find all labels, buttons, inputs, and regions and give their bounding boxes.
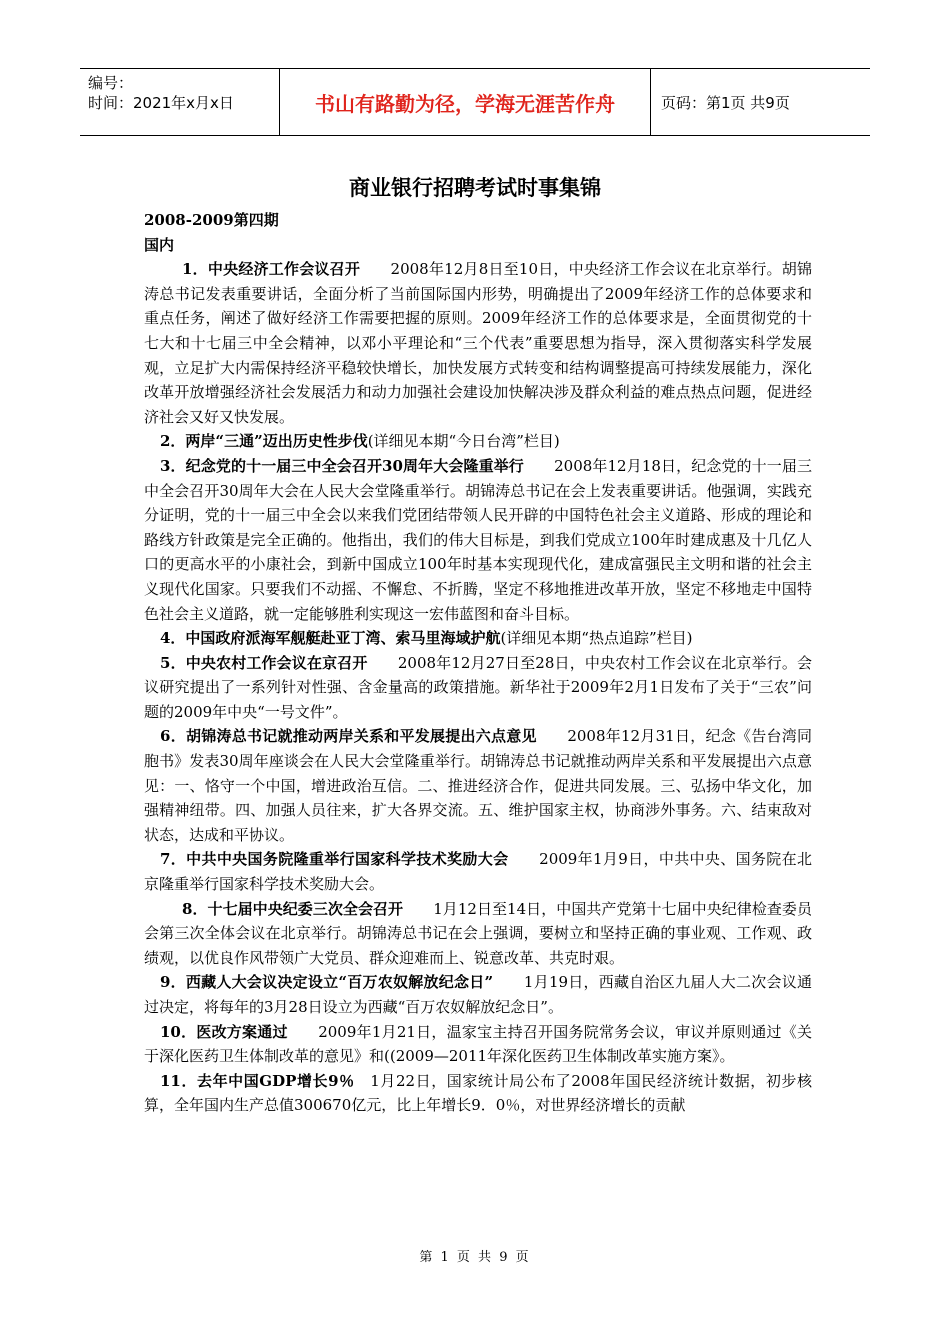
news-item-head: 5．中央农村工作会议在京召开	[160, 653, 368, 672]
news-item	[144, 429, 812, 454]
news-item-head: 6．胡锦涛总书记就推动两岸关系和平发展提出六点意见	[160, 727, 537, 746]
header-page-info: 页码：第1页 共9页	[661, 93, 790, 112]
page-footer: 第 1 页 共 9 页	[419, 1250, 531, 1265]
news-item	[144, 724, 812, 847]
news-item	[144, 970, 812, 1019]
news-item	[144, 651, 812, 725]
document-body	[144, 208, 812, 1118]
news-item	[144, 897, 812, 971]
news-item-body: (详细见本期“热点追踪”栏目)	[500, 629, 693, 648]
news-item	[144, 626, 812, 651]
news-item-body: 1月22日，国家统计局公布了2008年国民经济统计数据，初步核算，全年国内生产总值300670亿元，比上年增长9．0％，对世界经济增长的贡献	[144, 1071, 812, 1115]
news-item-body: 2009年1月21日，温家宝主持召开国务院常务会议，审议并原则通过《关于深化医药卫生体制改革的意见》和((2009—2011年深化医药卫生体制改革实施方案》。	[144, 1022, 813, 1066]
news-item	[144, 257, 812, 429]
news-item-head: 10．医改方案通过	[160, 1022, 288, 1041]
document-title: 商业银行招聘考试时事集锦	[349, 176, 601, 200]
news-item-head: 4．中国政府派海军舰艇赴亚丁湾、索马里海域护航	[160, 629, 501, 648]
news-item-body: 2008年12月27日至28日，中央农村工作会议在北京举行。会议研究提出了一系列针对性强、含金量高的政策措施。新华社于2009年2月1日发布了关于“三农”问题的2009年中央“一号文件”。	[144, 653, 812, 721]
news-item-head: 11．去年中国GDP增长9％	[160, 1071, 355, 1090]
news-item-head: 2．两岸“三通”迈出历史性步伐	[160, 432, 368, 451]
news-item	[144, 454, 812, 626]
number-label: 编号：	[88, 74, 134, 92]
news-item	[144, 1020, 812, 1069]
news-item-body: 2008年12月18日，纪念党的十一届三中全会召开30周年大会在人民大会堂隆重举行。胡锦涛总书记在会上发表重要讲话。他强调，实践充分证明，党的十一届三中全会以来我们党团结带领人民开辟的中国特色社会主义道路、形成的理论和路线方针政策是完全正确的。他指出，我们的伟大目标是，到我们党成立100年时建成惠及十几亿人口的更高水平的小康社会，到新中国成立100年时基本实现现代化，建成富强民主文明和谐的社会主义现代化国家。只要我们不动摇、不懈怠、不折腾，坚定不移地推进改革开放，坚定不移地走中国特色社会主义道路，就一定能够胜利实现这一宏伟蓝图和奋斗目标。	[144, 456, 812, 623]
news-item-body: 1月12日至14日，中国共产党第十七届中央纪律检查委员会第三次全体会议在北京举行。胡锦涛总书记在会上强调，要树立和坚持正确的事业观、工作观、政绩观，以优良作风带领广大党员、群众迎难而上、锐意改革、共克时艰。	[144, 899, 812, 967]
header-table	[80, 68, 870, 136]
time-label: 时间：2021年x月x日	[88, 94, 234, 112]
news-item-head: 9．西藏人大会议决定设立“百万农奴解放纪念日”	[160, 973, 494, 992]
header-meta	[80, 69, 280, 135]
issue-label: 2008-2009第四期	[144, 211, 279, 229]
news-item-body: 2009年1月9日，中共中央、国务院在北京隆重举行国家科学技术奖励大会。	[144, 850, 812, 894]
news-item-body: 2008年12月8日至10日，中央经济工作会议在北京举行。胡锦涛总书记发表重要讲话，全面分析了当前国际国内形势，明确提出了2009年经济工作的总体要求和重点任务，阐述了做好经济工作需要把握的原则。2009年经济工作的总体要求是，全面贯彻党的十七大和十七届三中全会精神，以邓小平理论和“三个代表”重要思想为指导，深入贯彻落实科学发展观，立足扩大内需保持经济平稳较快增长，加快发展方式转变和结构调整提高可持续发展能力，深化改革开放增强经济社会发展活力和动力加强社会建设加快解决涉及群众利益的难点热点问题，促进经济社会又好又快发展。	[144, 260, 812, 426]
news-item-body: (详细见本期“今日台湾”栏目)	[367, 432, 560, 451]
news-item	[144, 847, 812, 896]
header-motto: 书山有路勤为径，学海无涯苦作舟	[280, 69, 651, 135]
news-item-head: 1．中央经济工作会议召开	[182, 260, 361, 279]
news-item-body: 1月19日，西藏自治区九届人大二次会议通过决定，将每年的3月28日设立为西藏“百万农奴解放纪念日”。	[144, 973, 812, 1016]
news-item-head: 7．中共中央国务院隆重举行国家科学技术奖励大会	[160, 850, 509, 869]
news-item-head: 8．十七届中央纪委三次全会召开	[182, 899, 404, 918]
news-item-body: 2008年12月31日，纪念《告台湾同胞书》发表30周年座谈会在人民大会堂隆重举行。胡锦涛总书记就推动两岸关系和平发展提出六点意见：一、恪守一个中国，增进政治互信。二、推进经济合作，促进共同发展。三、弘扬中华文化，加强精神纽带。四、加强人员往来，扩大各界交流。五、维护国家主权，协商涉外事务。六、结束敌对状态，达成和平协议。	[144, 727, 812, 844]
section-label: 国内	[144, 235, 175, 254]
news-item-head: 3．纪念党的十一届三中全会召开30周年大会隆重举行	[160, 456, 524, 475]
news-item	[144, 1069, 812, 1118]
